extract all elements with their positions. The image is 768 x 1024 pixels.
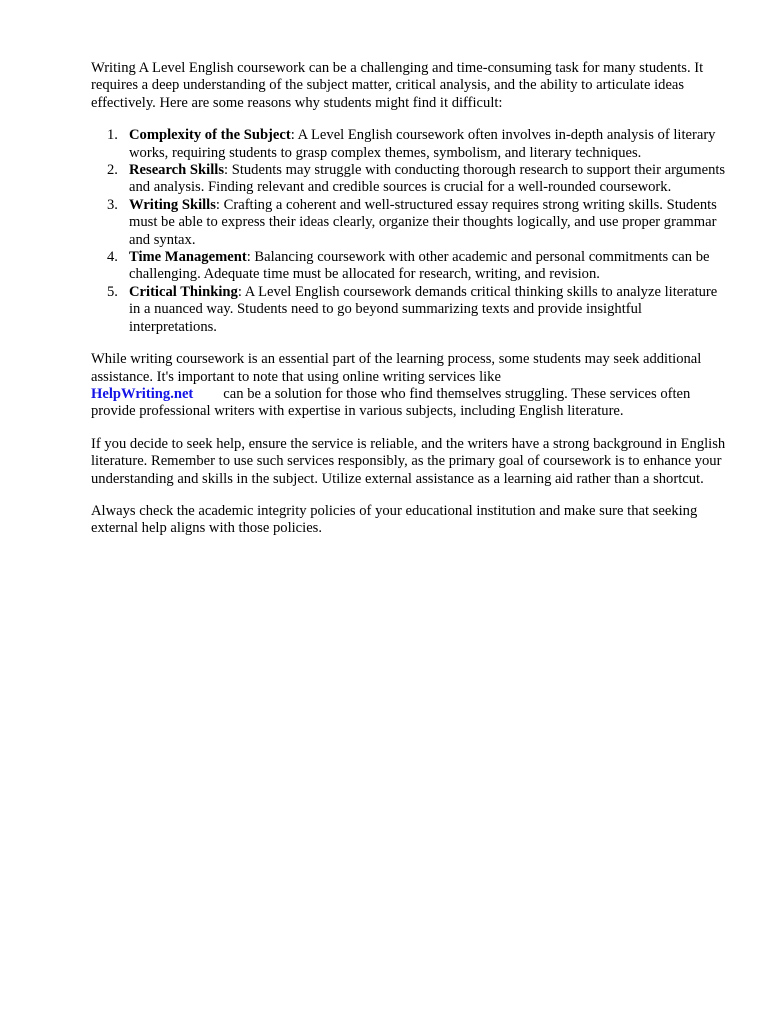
intro-paragraph: Writing A Level English coursework can be a challenging and time-consuming task for many students. It requires a deep understanding of the subject matter, critical analysis, and the ability to articulate ideas effectively. Here are some reasons why students might find it difficult: bbox=[91, 60, 704, 111]
reason-term: Research Skills bbox=[129, 162, 225, 179]
reason-term: Time Management bbox=[129, 249, 247, 266]
reason-text: : A Level English coursework often involves in-depth analysis of literary works, requiring students to grasp complex themes, symbolism, and literary techniques. bbox=[129, 127, 716, 161]
reason-item-1 bbox=[107, 127, 731, 162]
advice-paragraph: If you decide to seek help, ensure the service is reliable, and the writers have a strong background in English literature. Remember to use such services responsibly, as the primary goal of coursework is to enhance your understanding and skills in the subject. Utilize external assistance as a learning aid rather than a shortcut. bbox=[91, 435, 726, 487]
reason-text: : Students may struggle with conducting thorough research to support their arguments and analysis. Finding relevant and credible sources is crucial for a well-rounded coursework. bbox=[129, 162, 726, 196]
reason-term: Critical Thinking bbox=[129, 283, 238, 300]
reasons-list bbox=[91, 127, 731, 336]
reason-term: Complexity of the Subject bbox=[129, 127, 291, 144]
reason-term: Writing Skills bbox=[129, 196, 216, 213]
closing-paragraph: Always check the academic integrity policies of your educational institution and make sure that seeking external help aligns with those policies. bbox=[91, 502, 698, 537]
reason-text: : Balancing coursework with other academic and personal commitments can be challenging. Adequate time must be allocated for research, writing, and revision. bbox=[129, 249, 710, 283]
reason-item-4 bbox=[107, 249, 731, 284]
assistance-text-before: While writing coursework is an essential part of the learning process, some students may seek additional assistance. It's important to note that using online writing services like bbox=[91, 351, 702, 385]
reason-item-2 bbox=[107, 162, 731, 197]
reason-number: 1. bbox=[107, 127, 118, 144]
assistance-text-after: can be a solution for those who find themselves struggling. These services often provide professional writers with expertise in various subjects, including English literature. bbox=[91, 385, 691, 420]
helpwriting-link[interactable]: HelpWriting.net bbox=[91, 385, 194, 402]
reason-number: 5. bbox=[107, 283, 118, 300]
reason-text: : A Level English coursework demands critical thinking skills to analyze literature in a nuanced way. Students need to go beyond summarizing texts and provide insightful interpretations. bbox=[129, 283, 718, 335]
document-page bbox=[91, 60, 731, 538]
reason-item-5 bbox=[107, 283, 731, 336]
reason-number: 3. bbox=[107, 196, 118, 213]
reason-number: 4. bbox=[107, 249, 118, 266]
reason-item-3 bbox=[107, 196, 731, 249]
reason-number: 2. bbox=[107, 162, 118, 179]
reason-text: : Crafting a coherent and well-structured essay requires strong writing skills. Students must be able to express their ideas clearly, organize their thoughts logically, and use proper grammar and syntax. bbox=[129, 196, 717, 248]
assistance-paragraph bbox=[91, 351, 731, 421]
